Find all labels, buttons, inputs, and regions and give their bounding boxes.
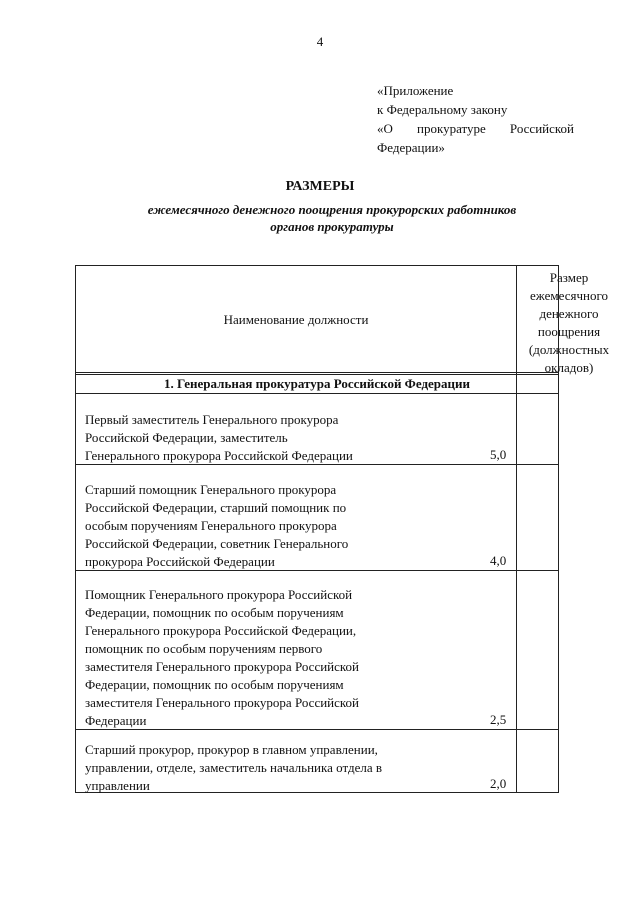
row-line: Российской Федерации, старший помощник по <box>85 500 347 515</box>
row-line: управлении <box>85 778 150 793</box>
header-position-name-text: Наименование должности <box>223 311 369 327</box>
row-line: заместителя Генерального прокурора Российской <box>85 659 360 674</box>
row-line: Старший помощник Генерального прокурора <box>85 482 337 497</box>
column-divider <box>516 266 517 792</box>
table-row-position <box>85 586 510 730</box>
page-number: 4 <box>316 34 324 49</box>
appendix-line: Федерации» <box>377 140 445 155</box>
row-divider <box>76 729 558 730</box>
header-bonus-size-line: Размер <box>549 270 589 285</box>
subtitle-line: органов прокуратуры <box>270 219 394 234</box>
subtitle-line: ежемесячного денежного поощрения прокурорских работников <box>147 202 517 217</box>
header-bonus-size-line: денежного <box>539 306 599 321</box>
row-line: Федерации <box>85 713 147 728</box>
section-title: 1. Генеральная прокуратура Российской Федерации <box>164 376 470 391</box>
appendix-line: к Федеральному закону <box>377 102 508 117</box>
row-line: Помощник Генерального прокурора Российской <box>85 587 353 602</box>
row-line: Генерального прокурора Российской Федерации <box>85 448 353 463</box>
row-line: прокурора Российской Федерации <box>85 554 275 569</box>
table-row-position <box>85 481 510 571</box>
section-divider <box>76 393 558 394</box>
row-line: Генерального прокурора Российской Федерации, <box>85 623 357 638</box>
row-divider <box>76 570 558 571</box>
table-row-value: 2,5 <box>490 712 507 727</box>
header-bonus-size-line: (должностных <box>528 342 610 357</box>
document-subtitle <box>0 201 640 235</box>
row-line: Российской Федерации, заместитель <box>85 430 288 445</box>
table-row-position <box>85 411 510 465</box>
header-position-name <box>76 266 516 373</box>
appendix-line: «О прокуратуре Российской <box>377 121 574 136</box>
row-line: Первый заместитель Генерального прокурора <box>85 412 339 427</box>
header-divider <box>76 372 558 375</box>
bonus-table <box>75 265 610 793</box>
row-line: Старший прокурор, прокурор в главном управлении, <box>85 742 378 757</box>
document-title: РАЗМЕРЫ <box>285 179 355 194</box>
table-row-value: 5,0 <box>490 447 507 462</box>
table-row-value: 2,0 <box>490 776 507 791</box>
table-row-position <box>85 741 510 795</box>
row-line: Российской Федерации, советник Генерального <box>85 536 349 551</box>
row-line: особым поручениям Генерального прокурора <box>85 518 337 533</box>
row-line: помощник по особым поручениям первого <box>85 641 323 656</box>
appendix-note <box>377 81 574 157</box>
row-line: Федерации, помощник по особым поручениям <box>85 605 344 620</box>
row-line: управлении, отделе, заместитель начальника отдела в <box>85 760 383 775</box>
row-line: Федерации, помощник по особым поручениям <box>85 677 344 692</box>
appendix-line: «Приложение <box>377 83 454 98</box>
row-divider <box>76 464 558 465</box>
header-bonus-size-line: ежемесячного <box>530 288 608 303</box>
header-bonus-size-line: поощрения <box>537 324 601 339</box>
header-bonus-size-line: окладов) <box>544 360 594 375</box>
table-row-value: 4,0 <box>490 553 507 568</box>
row-line: заместителя Генерального прокурора Российской <box>85 695 360 710</box>
